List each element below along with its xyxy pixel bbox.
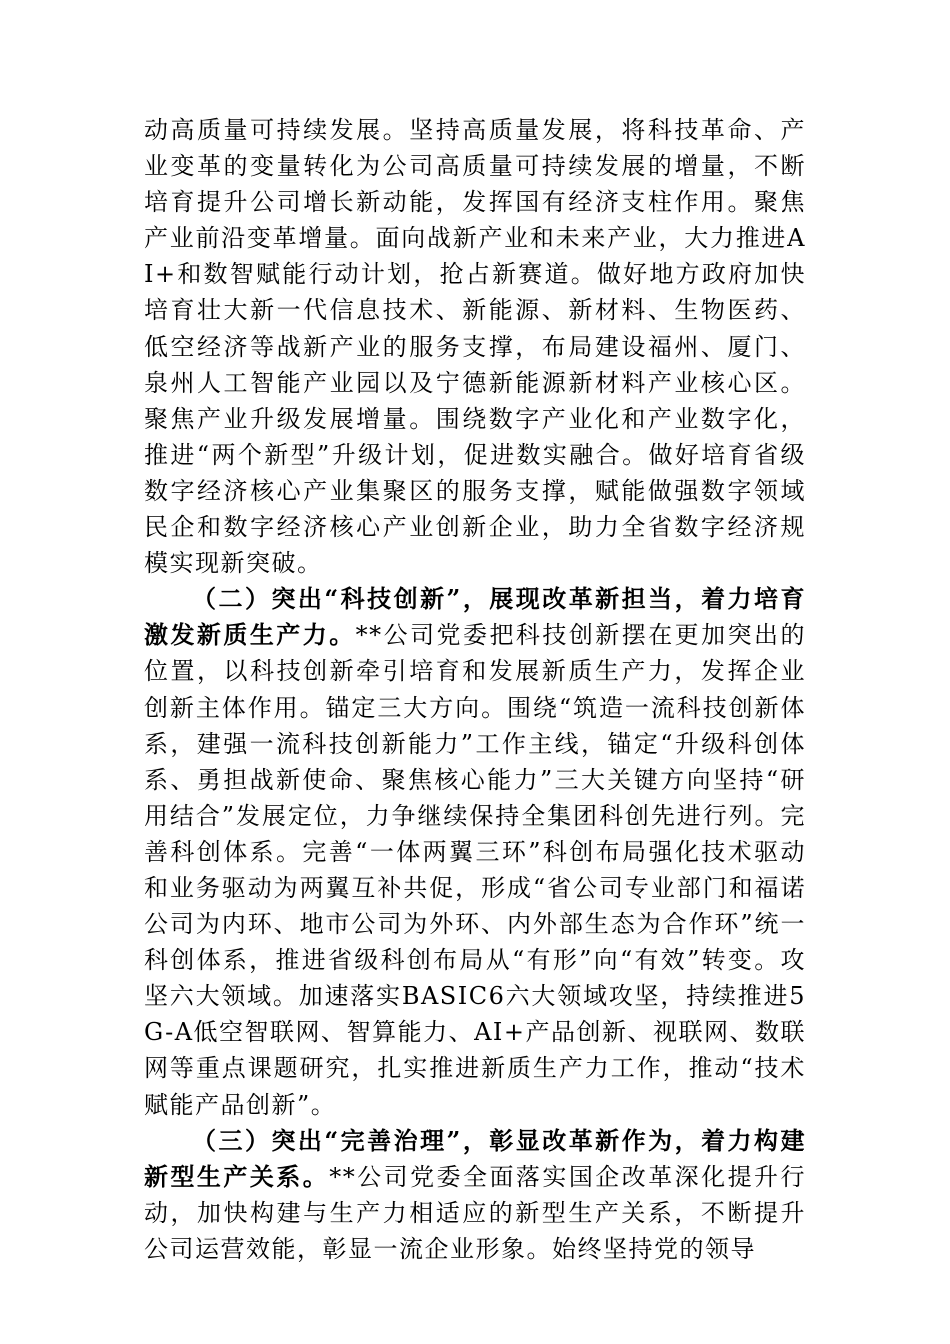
section-body-2: **公司党委把科技创新摆在更加突出的位置，以科技创新牵引培育和发展新质生产力，发挥企业创新主体作用。锚定三大方向。围绕“筑造一流科技创新体系，建强一流科技创新能力”工作主线，锚定“升级科创体系、勇担战新使命、聚焦核心能力”三大关键方向坚持“研用结合”发展定位，力争继续保持全集团科创先进行列。完善科创体系。完善“一体两翼三环”科创布局强化技术驱动和业务驱动为两翼互补共促，形成“省公司专业部门和福诺公司为内环、地市公司为外环、内外部生态为合作环”统一科创体系，推进省级科创布局从“有形”向“有效”转变。攻坚六大领域。加速落实BASIC6六大领域攻坚，持续推进5G-A低空智联网、智算能力、AI+产品创新、视联网、数联网等重点课题研究，扎实推进新质生产力工作，推动“技术赋能产品创新”。: [144, 621, 807, 1119]
section-body-3: **公司党委全面落实国企改革深化提升行动，加快构建与生产力相适应的新型生产关系，不断提升公司运营效能，彰显一流企业形象。始终坚持党的领导: [144, 1162, 807, 1263]
paragraph-continuation: [144, 112, 806, 581]
paragraph-section-2: [144, 581, 806, 1122]
section-heading-3: （三）突出“完善治理”，彰显改革新作为，着力构建新型生产关系。: [144, 1125, 806, 1191]
section-heading-2: （二）突出“科技创新”，展现改革新担当，着力培育激发新质生产力。: [144, 584, 806, 650]
paragraph-section-3: [144, 1123, 806, 1267]
document-body: [144, 112, 806, 1267]
paragraph-text: 动高质量可持续发展。坚持高质量发展，将科技革命、产业变革的变量转化为公司高质量可持续发展的增量，不断培育提升公司增长新动能，发挥国有经济支柱作用。聚焦产业前沿变革增量。面向战新产业和未来产业，大力推进AI+和数智赋能行动计划，抢占新赛道。做好地方政府加快培育壮大新一代信息技术、新能源、新材料、生物医药、低空经济等战新产业的服务支撑，布局建设福州、厦门、泉州人工智能产业园以及宁德新能源新材料产业核心区。聚焦产业升级发展增量。围绕数字产业化和产业数字化，推进“两个新型”升级计划，促进数实融合。做好培育省级数字经济核心产业集聚区的服务支撑，赋能做强数字领域民企和数字经济核心产业创新企业，助力全省数字经济规模实现新突破。: [144, 116, 806, 578]
